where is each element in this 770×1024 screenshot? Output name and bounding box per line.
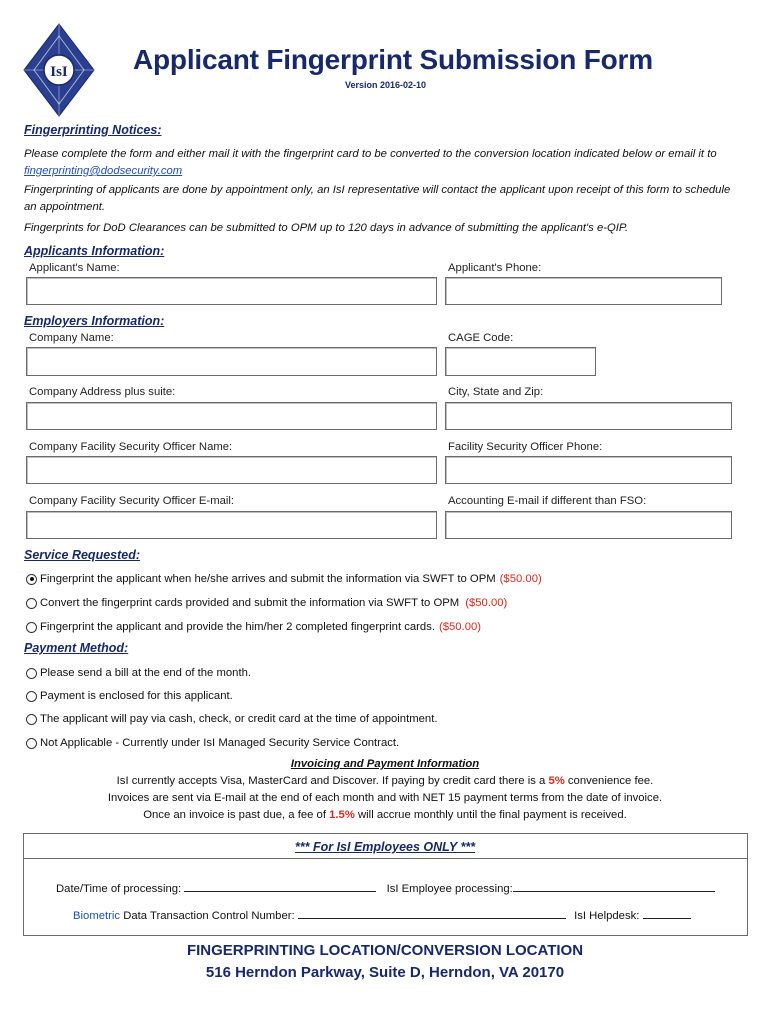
dtcn-row <box>73 907 691 922</box>
isi-logo <box>22 22 96 118</box>
email-link[interactable]: fingerprinting@dodsecurity.com <box>24 165 183 177</box>
radio-icon[interactable] <box>26 598 37 609</box>
late-fee-percent: 1.5% <box>329 809 355 821</box>
payment-option-4[interactable] <box>26 737 399 749</box>
fso-email-field[interactable] <box>26 511 437 539</box>
invoicing-text: Once an invoice is past due, a fee of <box>143 809 330 821</box>
notice-paragraph-2: Fingerprinting of applicants are done by appointment only, an IsI representative will contact the applicant upon receipt of this form to schedule an appointment. <box>24 184 731 213</box>
service-option-price: ($50.00) <box>438 621 482 633</box>
version-label: Version 2016-02-10 <box>345 80 427 90</box>
invoicing-line-2: Invoices are sent via E-mail at the end of each month and with NET 15 payment terms from the date of invoice. <box>107 792 663 804</box>
dtcn-label: Data Transaction Control Number: <box>120 910 295 922</box>
accounting-email-label: Accounting E-mail if different than FSO: <box>448 495 647 507</box>
payment-option-label: Please send a bill at the end of the month. <box>40 667 252 679</box>
employee-processing-label: IsI Employee processing: <box>386 883 513 895</box>
service-option-price: ($50.00) <box>499 573 542 585</box>
processing-row <box>56 880 715 895</box>
employees-only-heading: *** For IsI Employees ONLY *** <box>294 840 476 854</box>
notices-heading: Fingerprinting Notices: <box>24 123 162 137</box>
payment-option-label: Not Applicable - Currently under IsI Managed Security Service Contract. <box>40 737 400 749</box>
logo-text: IsI <box>50 64 68 80</box>
service-option-3[interactable] <box>26 621 481 633</box>
invoicing-line-3 <box>0 809 770 821</box>
payment-option-3[interactable] <box>26 713 437 725</box>
service-heading: Service Requested: <box>24 548 141 562</box>
fso-name-label: Company Facility Security Officer Name: <box>29 441 233 453</box>
biometric-label: Biometric <box>73 910 121 922</box>
service-option-label: Fingerprint the applicant and provide the him/her 2 completed fingerprint cards. <box>40 621 435 633</box>
radio-icon[interactable] <box>26 622 37 633</box>
service-option-label: Convert the fingerprint cards provided and submit the information via SWFT to OPM <box>40 597 460 609</box>
service-option-1[interactable] <box>26 573 542 585</box>
dtcn-field[interactable] <box>298 907 566 919</box>
page-title: Applicant Fingerprint Submission Form <box>133 44 653 75</box>
service-option-price: ($50.00) <box>465 597 508 609</box>
notice-text-1: Please complete the form and either mail it with the fingerprint card to be converted to the conversion location indicated below or email it to <box>24 148 717 160</box>
company-address-field[interactable] <box>26 402 437 430</box>
invoicing-line-1 <box>0 775 770 787</box>
employee-processing-field[interactable] <box>513 880 715 892</box>
helpdesk-field[interactable] <box>643 907 691 919</box>
cage-code-field[interactable] <box>445 347 596 376</box>
helpdesk-label: IsI Helpdesk: <box>574 910 640 922</box>
payment-option-1[interactable] <box>26 667 251 679</box>
fso-email-label: Company Facility Security Officer E-mail: <box>29 495 235 507</box>
date-time-field[interactable] <box>184 880 376 892</box>
company-name-label: Company Name: <box>29 332 114 344</box>
service-option-2[interactable] <box>26 597 507 609</box>
applicant-name-field[interactable] <box>26 277 437 305</box>
employers-heading: Employers Information: <box>24 314 165 328</box>
accounting-email-field[interactable] <box>445 511 732 539</box>
radio-selected-icon[interactable] <box>26 574 37 585</box>
date-time-label: Date/Time of processing: <box>56 883 182 895</box>
payment-option-2[interactable] <box>26 690 233 702</box>
applicant-name-label: Applicant's Name: <box>29 262 120 274</box>
company-name-field[interactable] <box>26 347 437 376</box>
cage-code-label: CAGE Code: <box>448 332 514 344</box>
radio-icon[interactable] <box>26 668 37 679</box>
invoicing-text: convenience fee. <box>564 775 654 787</box>
applicants-heading: Applicants Information: <box>24 244 165 258</box>
notice-paragraph-1 <box>24 146 744 180</box>
convenience-fee-percent: 5% <box>548 775 565 787</box>
invoicing-text: will accrue monthly until the final payment is received. <box>354 809 627 821</box>
applicant-phone-field[interactable] <box>445 277 722 305</box>
company-address-label: Company Address plus suite: <box>29 386 176 398</box>
city-state-zip-label: City, State and Zip: <box>448 386 544 398</box>
invoicing-text: IsI currently accepts Visa, MasterCard and Discover. If paying by credit card there is a <box>116 775 549 787</box>
radio-icon[interactable] <box>26 714 37 725</box>
payment-option-label: The applicant will pay via cash, check, or credit card at the time of appointment. <box>40 713 438 725</box>
payment-heading: Payment Method: <box>24 641 129 655</box>
radio-icon[interactable] <box>26 691 37 702</box>
divider <box>24 858 747 859</box>
service-option-label: Fingerprint the applicant when he/she arrives and submit the information via SWFT to OPM <box>40 573 496 585</box>
fso-name-field[interactable] <box>26 456 437 484</box>
invoicing-heading: Invoicing and Payment Information <box>290 758 480 770</box>
location-heading: FINGERPRINTING LOCATION/CONVERSION LOCATION <box>186 942 584 959</box>
city-state-zip-field[interactable] <box>445 402 732 430</box>
radio-icon[interactable] <box>26 738 37 749</box>
fso-phone-label: Facility Security Officer Phone: <box>448 441 603 453</box>
payment-option-label: Payment is enclosed for this applicant. <box>40 690 233 702</box>
fso-phone-field[interactable] <box>445 456 732 484</box>
applicant-phone-label: Applicant's Phone: <box>448 262 542 274</box>
notice-paragraph-3: Fingerprints for DoD Clearances can be submitted to OPM up to 120 days in advance of submitting the applicant's e-QIP. <box>24 222 629 234</box>
location-address: 516 Herndon Parkway, Suite D, Herndon, VA 20170 <box>205 964 565 981</box>
